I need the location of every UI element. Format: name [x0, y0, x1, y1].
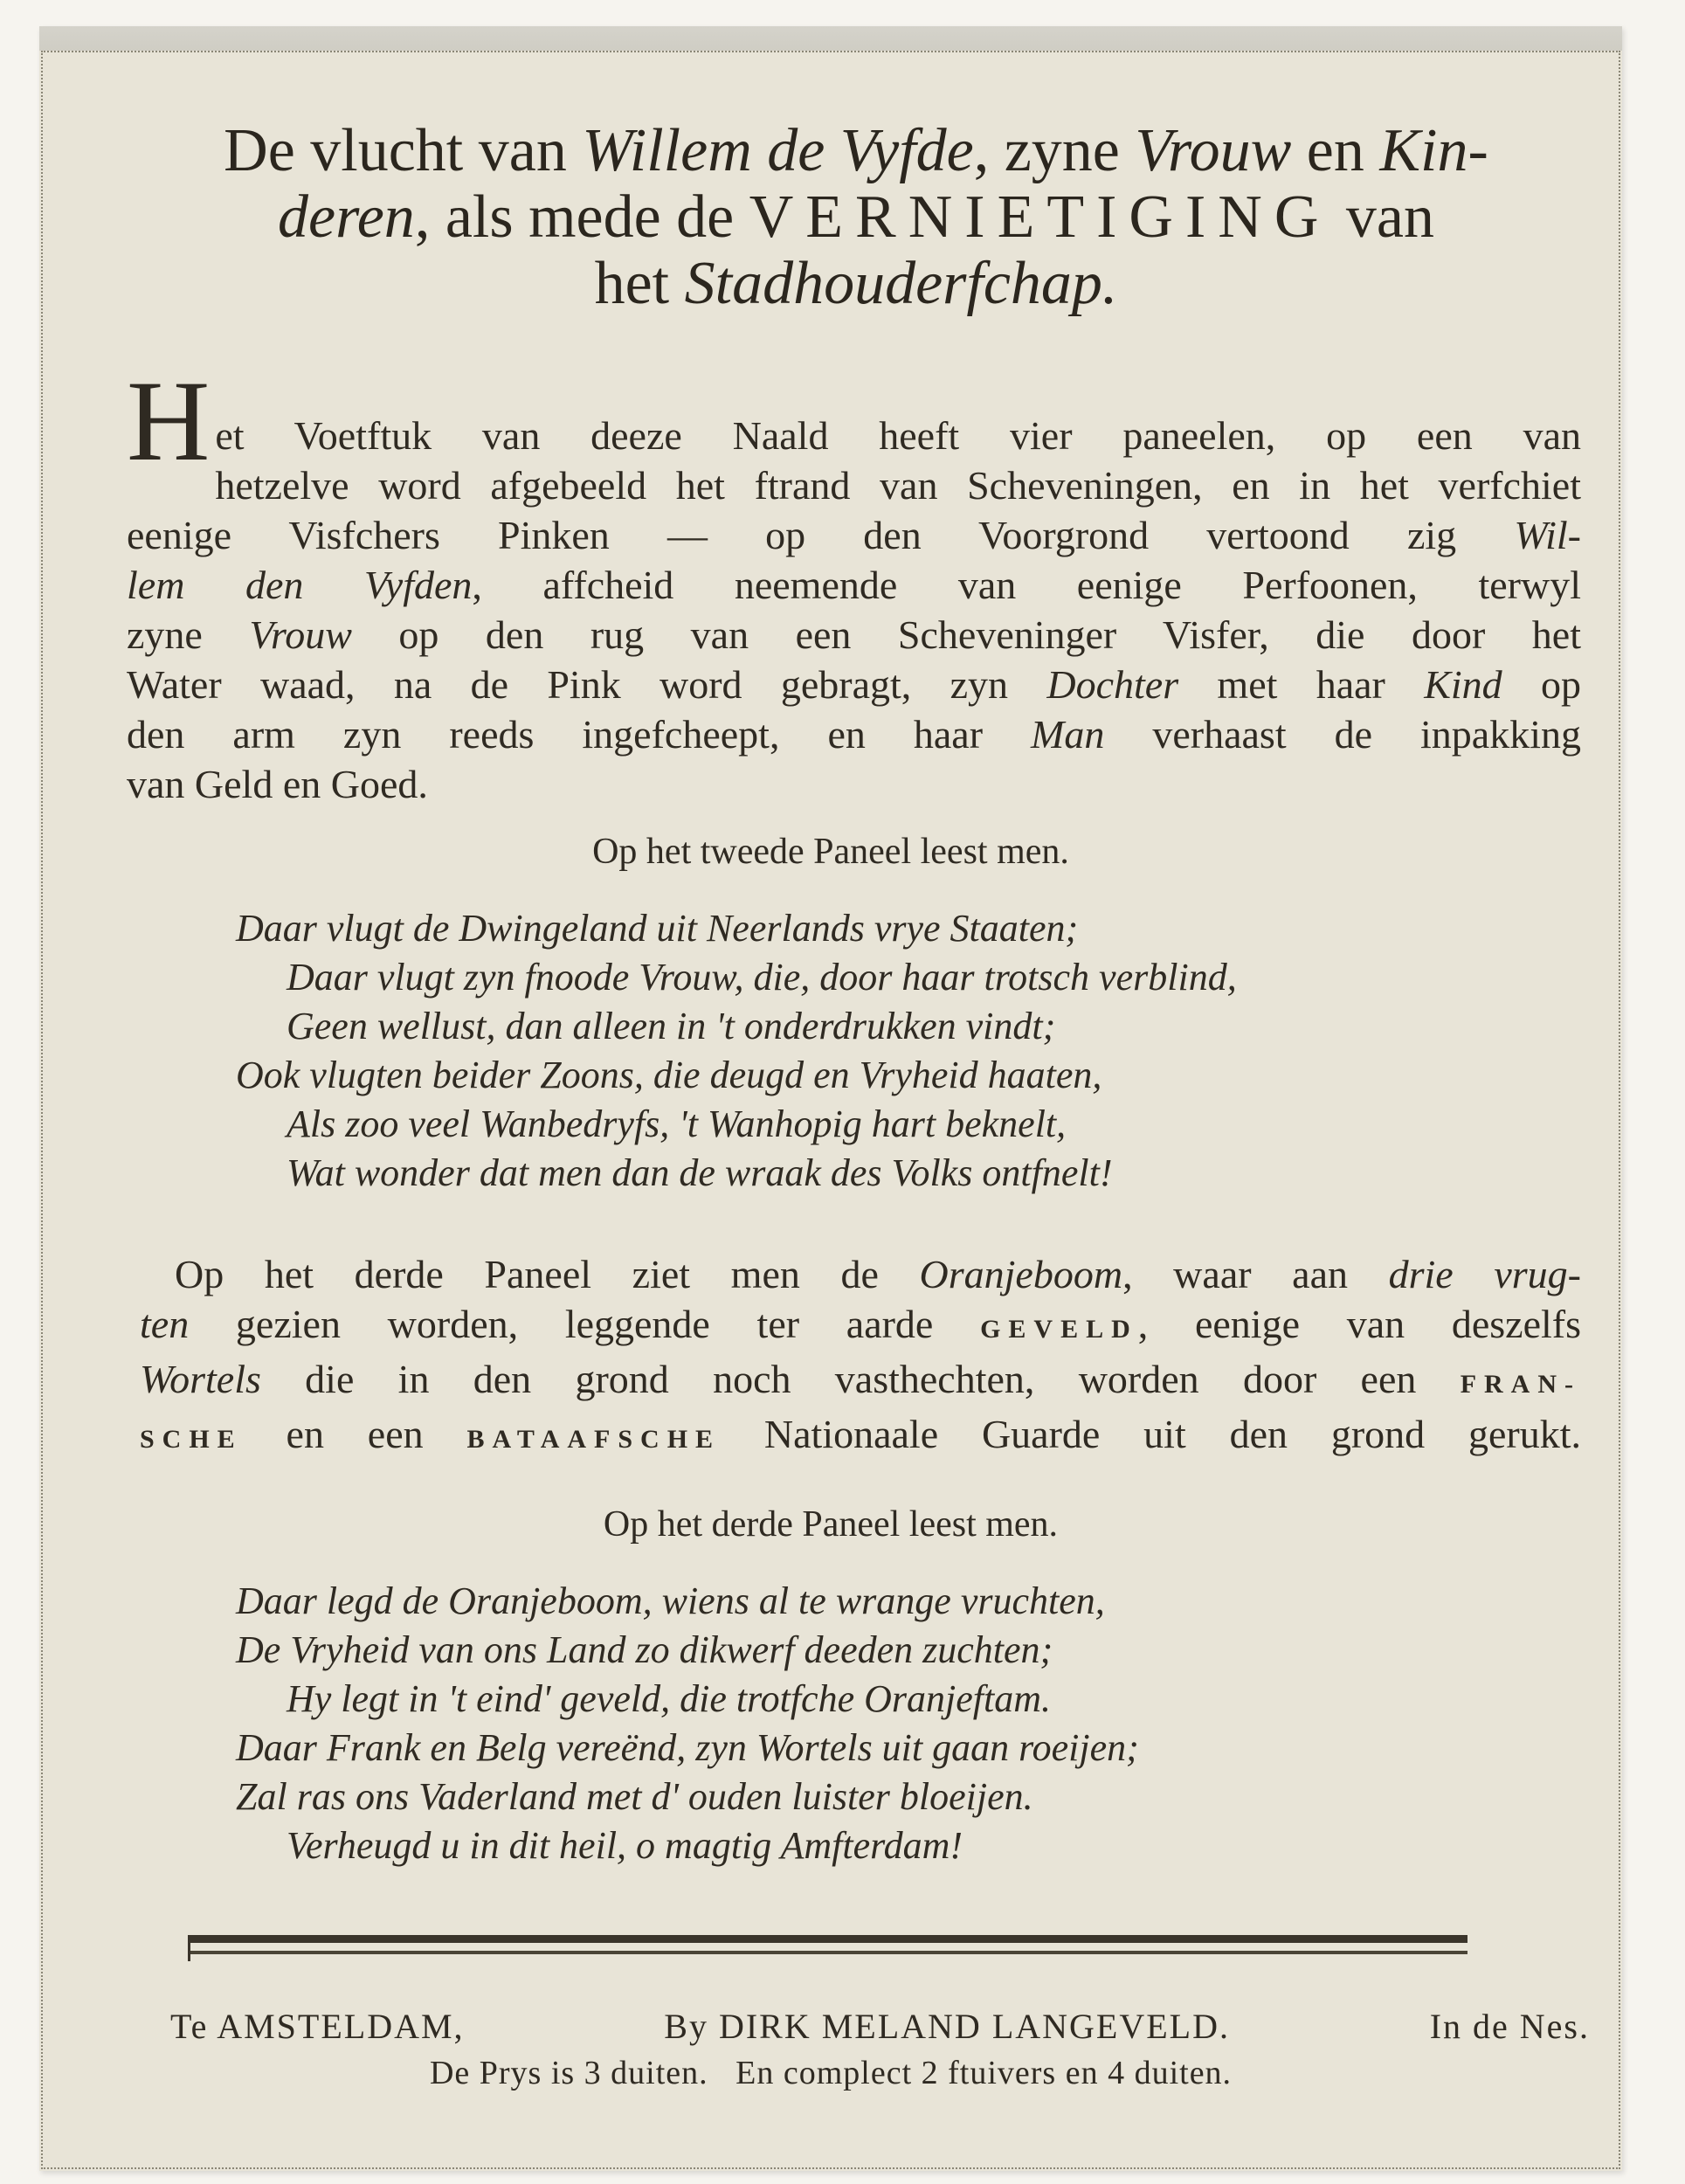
- text-line: Wortels die in den grond noch vasthechten, worden door een FRAN-: [140, 1357, 1581, 1401]
- text-line: lem den Vyfden, affcheid neemende van eenige Perfoonen, terwyl: [127, 563, 1581, 607]
- text-line: zyne Vrouw op den rug van een Scheveninger Visfer, die door het: [127, 612, 1581, 657]
- poem-line: Zal ras ons Vaderland met d' ouden luister bloeijen.: [236, 1775, 1033, 1818]
- text-line: SCHE en een BATAAFSCHE Nationaale Guarde uit den grond gerukt.: [140, 1412, 1581, 1456]
- paragraph-first-panel: [127, 356, 1581, 809]
- imprint-street: In de Nes.: [1429, 2007, 1590, 2046]
- poem-line: Daar legd de Oranjeboom, wiens al te wrange vruchten,: [236, 1579, 1105, 1622]
- text-line: eenige Visfchers Pinken — op den Voorgrond vertoond zig Wil-: [127, 513, 1581, 557]
- poem-third-panel: [236, 1577, 1546, 1870]
- text-line: ten gezien worden, leggende ter aarde GEVELD, eenige van deszelfs: [140, 1302, 1581, 1346]
- drop-cap: H: [127, 356, 211, 485]
- imprint-printer: By DIRK MELAND LANGEVELD.: [664, 2007, 1230, 2046]
- text-line: et Voetftuk van deeze Naald heeft vier paneelen, op een van: [215, 413, 1581, 458]
- text-line: Water waad, na de Pink word gebragt, zyn Dochter met haar Kind op: [127, 662, 1581, 707]
- title-vernietiging: VERNIETIGING: [749, 183, 1331, 251]
- title-line-3: het Stadhouderfchap.: [594, 250, 1118, 317]
- poem-line: Daar vlugt zyn fnoode Vrouw, die, door haar trotsch verblind,: [287, 956, 1237, 999]
- poem-line: Ook vlugten beider Zoons, die deugd en Vryheid haaten,: [236, 1054, 1102, 1096]
- poem-line: Geen wellust, dan alleen in 't onderdrukken vindt;: [287, 1005, 1056, 1047]
- poem-line: De Vryheid van ons Land zo dikwerf deeden zuchten;: [236, 1628, 1053, 1671]
- title-line-2: deren, als mede de VERNIETIGING van: [278, 183, 1434, 251]
- poem-line: Als zoo veel Wanbedryfs, 't Wanhopig hart beknelt,: [287, 1102, 1067, 1145]
- text-line: Op het derde Paneel ziet men de Oranjeboom, waar aan drie vrug-: [175, 1252, 1581, 1296]
- page-content: [39, 26, 1622, 2171]
- ornamental-rule: [188, 1935, 1467, 1959]
- poem-line: Daar vlugt de Dwingeland uit Neerlands vrye Staaten;: [236, 907, 1079, 950]
- title-name-willem: Willem de Vyfde: [582, 117, 974, 184]
- poem-line: Verheugd u in dit heil, o magtig Amfterdam!: [287, 1824, 963, 1867]
- title-line-1: De vlucht van Willem de Vyfde, zyne Vrouw en Kin-: [224, 117, 1488, 184]
- poem-line: Hy legt in 't eind' geveld, die trotfche Oranjeftam.: [287, 1677, 1051, 1720]
- heading-third-panel: Op het derde Paneel leest men.: [603, 1504, 1059, 1545]
- poem-line: Daar Frank en Belg vereënd, zyn Wortels uit gaan roeijen;: [236, 1726, 1139, 1769]
- price-line: De Prys is 3 duiten. En complect 2 ftuivers en 4 duiten.: [429, 2055, 1233, 2091]
- text-line: hetzelve word afgebeeld het ftrand van Scheveningen, en in het verfchiet: [215, 463, 1581, 508]
- text-line: van Geld en Goed.: [127, 762, 428, 806]
- poem-second-panel: [236, 904, 1546, 1198]
- poem-line: Wat wonder dat men dan de wraak des Volks ontfnelt!: [287, 1151, 1113, 1194]
- broadsheet-page: [39, 26, 1622, 2171]
- paragraph-third-panel: [140, 1249, 1581, 1464]
- heading-second-panel: Op het tweede Paneel leest men.: [592, 832, 1069, 872]
- page-title: [114, 118, 1599, 317]
- printer-imprint: [170, 2005, 1590, 2049]
- text-line: den arm zyn reeds ingefcheept, en haar Man verhaast de inpakking: [127, 712, 1581, 757]
- imprint-place: Te AMSTELDAM,: [170, 2007, 465, 2046]
